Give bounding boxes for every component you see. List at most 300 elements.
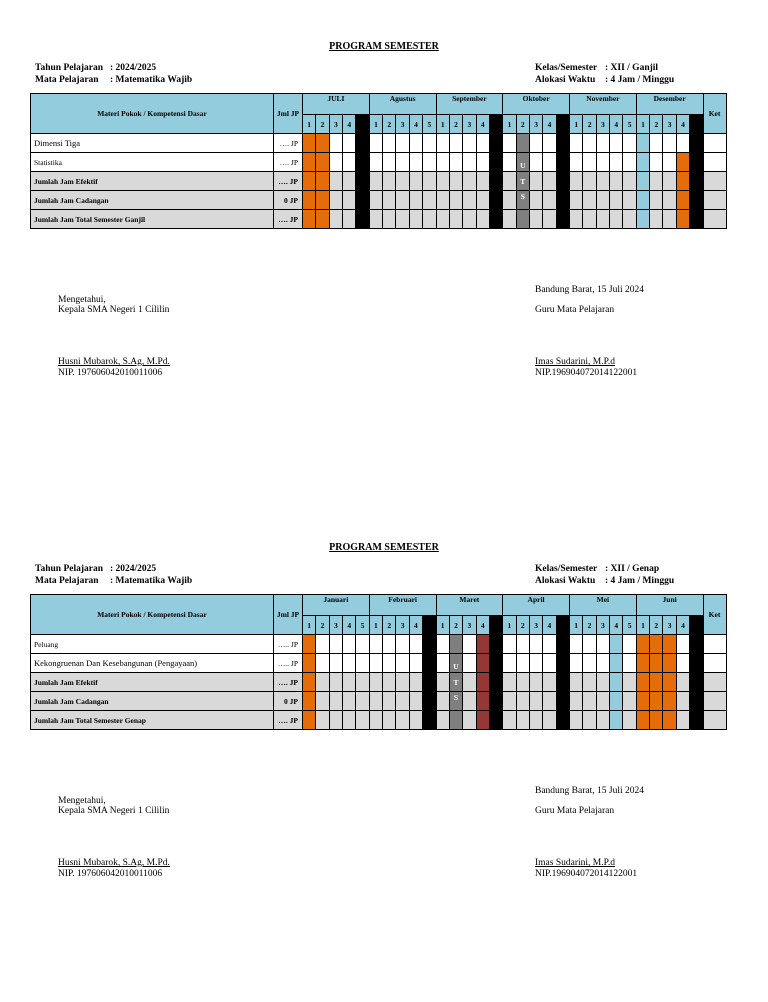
- week-cell: [623, 172, 636, 191]
- week-cell: [409, 153, 422, 172]
- ket-cell: [703, 635, 726, 654]
- holiday-separator: [690, 115, 703, 134]
- ket-cell: [703, 153, 726, 172]
- week-cell: [503, 654, 516, 673]
- week-cell: [356, 673, 369, 692]
- week-cell: [610, 673, 623, 692]
- jml-cell: 0 JP: [274, 191, 303, 210]
- week-cell: [409, 711, 422, 730]
- month-header: September: [436, 94, 503, 115]
- week-cell: [516, 654, 529, 673]
- holiday-separator: [356, 115, 369, 134]
- week-cell: [316, 711, 329, 730]
- week-cell: [463, 134, 476, 153]
- week-cell: [316, 191, 329, 210]
- week-cell: [436, 134, 449, 153]
- holiday-separator: [690, 153, 703, 172]
- week-cell: [650, 191, 663, 210]
- week-cell: [663, 153, 676, 172]
- uts-cell: S: [449, 692, 462, 711]
- week-cell: [636, 654, 649, 673]
- header-left: [35, 563, 192, 587]
- week-cell: [543, 654, 556, 673]
- week-cell: [396, 673, 409, 692]
- jml-cell: …. JP: [274, 134, 303, 153]
- week-cell: [383, 153, 396, 172]
- materi-cell: Dimensi Tiga: [31, 134, 274, 153]
- week-number: 4: [476, 616, 489, 635]
- week-number: 3: [596, 616, 609, 635]
- week-cell: [663, 692, 676, 711]
- week-cell: [303, 711, 316, 730]
- week-cell: [409, 210, 422, 229]
- week-cell: [436, 673, 449, 692]
- week-number: 3: [396, 115, 409, 134]
- month-header: JULI: [303, 94, 370, 115]
- week-number: 1: [303, 616, 316, 635]
- week-cell: [476, 134, 489, 153]
- program-semester-table: [30, 594, 727, 730]
- week-number: 2: [650, 616, 663, 635]
- guru-label: Guru Mata Pelajaran: [535, 806, 615, 816]
- holiday-separator: [356, 210, 369, 229]
- materi-cell: Peluang: [31, 635, 274, 654]
- month-header: April: [503, 595, 570, 616]
- week-cell: [329, 172, 342, 191]
- week-cell: [396, 191, 409, 210]
- week-number: 3: [329, 616, 342, 635]
- holiday-separator: [690, 711, 703, 730]
- week-cell: [383, 172, 396, 191]
- ket-cell: [703, 654, 726, 673]
- materi-cell: Jumlah Jam Efektif: [31, 172, 274, 191]
- week-cell: [623, 654, 636, 673]
- week-cell: [463, 635, 476, 654]
- table-row: [31, 673, 727, 692]
- month-header: Februari: [369, 595, 436, 616]
- kelas-label: Kelas/Semester: [535, 564, 598, 574]
- tahun-value: : 2024/2025: [110, 564, 157, 574]
- week-cell: [383, 673, 396, 692]
- week-cell: [623, 711, 636, 730]
- week-cell: [676, 191, 689, 210]
- week-cell: [383, 210, 396, 229]
- week-cell: [423, 210, 436, 229]
- week-cell: [623, 134, 636, 153]
- week-cell: [383, 134, 396, 153]
- week-cell: [503, 172, 516, 191]
- week-number: 1: [436, 115, 449, 134]
- guru-nip: NIP.196904072014122001: [535, 869, 638, 879]
- uts-cell: [516, 134, 529, 153]
- week-number: 4: [676, 115, 689, 134]
- week-cell: [356, 711, 369, 730]
- week-cell: [676, 673, 689, 692]
- holiday-separator: [489, 210, 502, 229]
- week-cell: [396, 210, 409, 229]
- week-cell: [396, 153, 409, 172]
- week-cell: [476, 711, 489, 730]
- week-cell: [476, 673, 489, 692]
- week-cell: [423, 134, 436, 153]
- week-cell: [343, 153, 356, 172]
- week-cell: [623, 635, 636, 654]
- week-cell: [369, 134, 382, 153]
- guru-name: Imas Sudarini, M.P.d: [535, 858, 615, 868]
- week-cell: [476, 692, 489, 711]
- week-number: 4: [409, 616, 422, 635]
- week-cell: [383, 191, 396, 210]
- week-cell: [596, 673, 609, 692]
- week-number: 2: [316, 616, 329, 635]
- week-cell: [650, 673, 663, 692]
- week-cell: [463, 692, 476, 711]
- jml-cell: 0 JP: [274, 692, 303, 711]
- week-cell: [369, 210, 382, 229]
- week-cell: [503, 635, 516, 654]
- holiday-separator: [690, 692, 703, 711]
- holiday-separator: [489, 635, 502, 654]
- week-cell: [396, 711, 409, 730]
- week-cell: [316, 153, 329, 172]
- materi-cell: Jumlah Jam Efektif: [31, 673, 274, 692]
- week-cell: [369, 692, 382, 711]
- week-cell: [569, 711, 582, 730]
- week-cell: [436, 210, 449, 229]
- week-cell: [610, 692, 623, 711]
- week-cell: [396, 654, 409, 673]
- week-cell: [583, 673, 596, 692]
- week-cell: [636, 692, 649, 711]
- week-cell: [343, 191, 356, 210]
- week-cell: [476, 172, 489, 191]
- ket-cell: [703, 673, 726, 692]
- week-cell: [343, 711, 356, 730]
- week-cell: [449, 191, 462, 210]
- week-number: 1: [636, 616, 649, 635]
- week-cell: [583, 172, 596, 191]
- week-cell: [369, 153, 382, 172]
- week-cell: [316, 635, 329, 654]
- week-cell: [503, 210, 516, 229]
- week-cell: [663, 172, 676, 191]
- kepsek-name: Husni Mubarok, S.Ag, M.Pd.: [58, 357, 170, 367]
- holiday-separator: [690, 134, 703, 153]
- holiday-separator: [556, 692, 569, 711]
- week-cell: [383, 635, 396, 654]
- week-cell: [503, 711, 516, 730]
- week-cell: [516, 692, 529, 711]
- week-number: 1: [636, 115, 649, 134]
- mapel-value: : Matematika Wajib: [110, 576, 193, 586]
- week-cell: [356, 635, 369, 654]
- week-cell: [449, 210, 462, 229]
- ket-cell: [703, 692, 726, 711]
- week-cell: [610, 654, 623, 673]
- materi-cell: Kekongruenan Dan Kesebangunan (Pengayaan): [31, 654, 274, 673]
- holiday-separator: [489, 692, 502, 711]
- week-cell: [636, 191, 649, 210]
- week-cell: [356, 654, 369, 673]
- kepsek-nip: NIP. 197606042010011006: [58, 869, 163, 879]
- week-cell: [610, 711, 623, 730]
- materi-cell: Statistika: [31, 153, 274, 172]
- jml-cell: …. JP: [274, 153, 303, 172]
- guru-nip: NIP.196904072014122001: [535, 368, 638, 378]
- week-number: 2: [583, 616, 596, 635]
- week-cell: [329, 711, 342, 730]
- week-cell: [583, 153, 596, 172]
- holiday-separator: [690, 172, 703, 191]
- week-number: 2: [316, 115, 329, 134]
- col-materi-header: Materi Pokok / Kompetensi Dasar: [31, 595, 274, 635]
- jml-cell: …. JP: [274, 673, 303, 692]
- week-cell: [516, 635, 529, 654]
- place-date: Bandung Barat, 15 Juli 2024: [535, 786, 644, 796]
- week-cell: [436, 692, 449, 711]
- week-cell: [463, 711, 476, 730]
- week-cell: [529, 711, 542, 730]
- week-cell: [610, 635, 623, 654]
- holiday-separator: [690, 635, 703, 654]
- week-cell: [650, 134, 663, 153]
- week-cell: [303, 172, 316, 191]
- week-cell: [343, 692, 356, 711]
- week-cell: [463, 191, 476, 210]
- week-cell: [543, 673, 556, 692]
- jml-cell: …. JP: [274, 210, 303, 229]
- week-number: 5: [356, 616, 369, 635]
- month-header: Agustus: [369, 94, 436, 115]
- week-cell: [543, 692, 556, 711]
- table-row: [31, 692, 727, 711]
- week-number: 5: [623, 616, 636, 635]
- month-header: Desember: [636, 94, 703, 115]
- week-number: 4: [676, 616, 689, 635]
- jml-cell: …. JP: [274, 711, 303, 730]
- week-cell: [663, 210, 676, 229]
- week-cell: [409, 692, 422, 711]
- week-number: 1: [569, 616, 582, 635]
- mengetahui-label: Mengetahui,: [58, 796, 106, 806]
- week-cell: [543, 134, 556, 153]
- week-cell: [569, 654, 582, 673]
- week-cell: [570, 191, 583, 210]
- week-cell: [396, 635, 409, 654]
- table-row: [31, 711, 727, 730]
- week-cell: [529, 191, 542, 210]
- month-header: Maret: [436, 595, 503, 616]
- week-cell: [663, 673, 676, 692]
- holiday-separator: [690, 654, 703, 673]
- mapel-value: : Matematika Wajib: [110, 75, 193, 85]
- alokasi-value: : 4 Jam / Minggu: [605, 576, 675, 586]
- header-right: [535, 62, 674, 86]
- week-cell: [409, 172, 422, 191]
- week-cell: [369, 635, 382, 654]
- week-cell: [610, 210, 623, 229]
- week-cell: [583, 711, 596, 730]
- ket-cell: [703, 134, 726, 153]
- holiday-separator: [489, 673, 502, 692]
- week-cell: [529, 692, 542, 711]
- week-number: 3: [529, 115, 542, 134]
- week-cell: [650, 711, 663, 730]
- holiday-separator: [489, 172, 502, 191]
- jml-cell: ….. JP: [274, 635, 303, 654]
- week-cell: [623, 153, 636, 172]
- week-number: 1: [436, 616, 449, 635]
- uts-cell: [449, 711, 462, 730]
- week-cell: [343, 654, 356, 673]
- week-cell: [569, 692, 582, 711]
- week-number: 1: [503, 616, 516, 635]
- holiday-separator: [489, 711, 502, 730]
- week-cell: [610, 172, 623, 191]
- kelas-label: Kelas/Semester: [535, 63, 598, 73]
- week-cell: [463, 673, 476, 692]
- col-jml-header: Jml JP: [274, 94, 303, 134]
- week-cell: [569, 635, 582, 654]
- week-cell: [543, 635, 556, 654]
- week-cell: [343, 172, 356, 191]
- guru-name: Imas Sudarini, M.P.d: [535, 357, 615, 367]
- holiday-separator: [489, 134, 502, 153]
- header-left: [35, 62, 192, 86]
- week-cell: [636, 210, 649, 229]
- week-cell: [316, 134, 329, 153]
- week-cell: [596, 635, 609, 654]
- week-cell: [663, 635, 676, 654]
- week-cell: [636, 134, 649, 153]
- week-cell: [676, 711, 689, 730]
- week-cell: [529, 134, 542, 153]
- materi-cell: Jumlah Jam Cadangan: [31, 191, 274, 210]
- page-title: PROGRAM SEMESTER: [329, 41, 439, 52]
- week-cell: [596, 210, 609, 229]
- tahun-value: : 2024/2025: [110, 63, 157, 73]
- holiday-separator: [423, 711, 436, 730]
- week-cell: [303, 191, 316, 210]
- week-cell: [449, 134, 462, 153]
- mapel-label: Mata Pelajaran: [35, 75, 99, 85]
- week-cell: [369, 711, 382, 730]
- kepsek-name: Husni Mubarok, S.Ag, M.Pd.: [58, 858, 170, 868]
- col-materi-header: Materi Pokok / Kompetensi Dasar: [31, 94, 274, 134]
- week-cell: [676, 134, 689, 153]
- week-number: 4: [343, 616, 356, 635]
- week-cell: [396, 692, 409, 711]
- week-cell: [383, 654, 396, 673]
- week-number: 1: [503, 115, 516, 134]
- week-cell: [449, 153, 462, 172]
- week-cell: [583, 635, 596, 654]
- week-cell: [383, 711, 396, 730]
- week-cell: [316, 654, 329, 673]
- holiday-separator: [356, 134, 369, 153]
- week-cell: [383, 692, 396, 711]
- week-cell: [436, 153, 449, 172]
- week-cell: [503, 134, 516, 153]
- week-cell: [476, 635, 489, 654]
- week-number: 3: [463, 616, 476, 635]
- week-cell: [303, 134, 316, 153]
- uts-cell: S: [516, 191, 529, 210]
- week-cell: [583, 210, 596, 229]
- holiday-separator: [489, 654, 502, 673]
- week-number: 1: [369, 115, 382, 134]
- holiday-separator: [423, 692, 436, 711]
- week-cell: [303, 210, 316, 229]
- week-cell: [476, 153, 489, 172]
- uts-cell: [449, 635, 462, 654]
- week-cell: [303, 635, 316, 654]
- week-cell: [409, 673, 422, 692]
- week-cell: [409, 134, 422, 153]
- week-cell: [623, 191, 636, 210]
- month-header: November: [570, 94, 637, 115]
- week-cell: [650, 692, 663, 711]
- kelas-value: : XII / Ganjil: [605, 63, 659, 73]
- tahun-label: Tahun Pelajaran: [35, 63, 104, 73]
- week-cell: [463, 153, 476, 172]
- week-number: 4: [343, 115, 356, 134]
- week-cell: [570, 172, 583, 191]
- week-cell: [676, 153, 689, 172]
- holiday-separator: [556, 191, 569, 210]
- week-number: 4: [610, 115, 623, 134]
- week-cell: [329, 153, 342, 172]
- week-number: 3: [463, 115, 476, 134]
- week-cell: [423, 172, 436, 191]
- week-cell: [583, 692, 596, 711]
- jml-cell: …. JP: [274, 172, 303, 191]
- week-cell: [529, 635, 542, 654]
- table-row: [31, 191, 727, 210]
- week-cell: [503, 191, 516, 210]
- week-number: 4: [409, 115, 422, 134]
- week-cell: [596, 711, 609, 730]
- week-cell: [449, 172, 462, 191]
- ket-cell: [703, 210, 726, 229]
- week-number: 2: [650, 115, 663, 134]
- week-cell: [369, 673, 382, 692]
- week-number: 5: [623, 115, 636, 134]
- week-number: 3: [663, 616, 676, 635]
- table-row: [31, 635, 727, 654]
- holiday-separator: [356, 191, 369, 210]
- holiday-separator: [423, 654, 436, 673]
- week-number: 2: [383, 616, 396, 635]
- week-cell: [623, 210, 636, 229]
- week-cell: [503, 673, 516, 692]
- week-cell: [623, 692, 636, 711]
- week-cell: [650, 172, 663, 191]
- week-number: 2: [449, 616, 462, 635]
- holiday-separator: [356, 153, 369, 172]
- week-cell: [676, 635, 689, 654]
- guru-label: Guru Mata Pelajaran: [535, 305, 615, 315]
- holiday-separator: [423, 673, 436, 692]
- week-cell: [436, 172, 449, 191]
- week-cell: [543, 153, 556, 172]
- holiday-separator: [556, 654, 569, 673]
- holiday-separator: [556, 115, 569, 134]
- week-cell: [676, 172, 689, 191]
- week-cell: [623, 673, 636, 692]
- week-cell: [476, 654, 489, 673]
- week-cell: [529, 654, 542, 673]
